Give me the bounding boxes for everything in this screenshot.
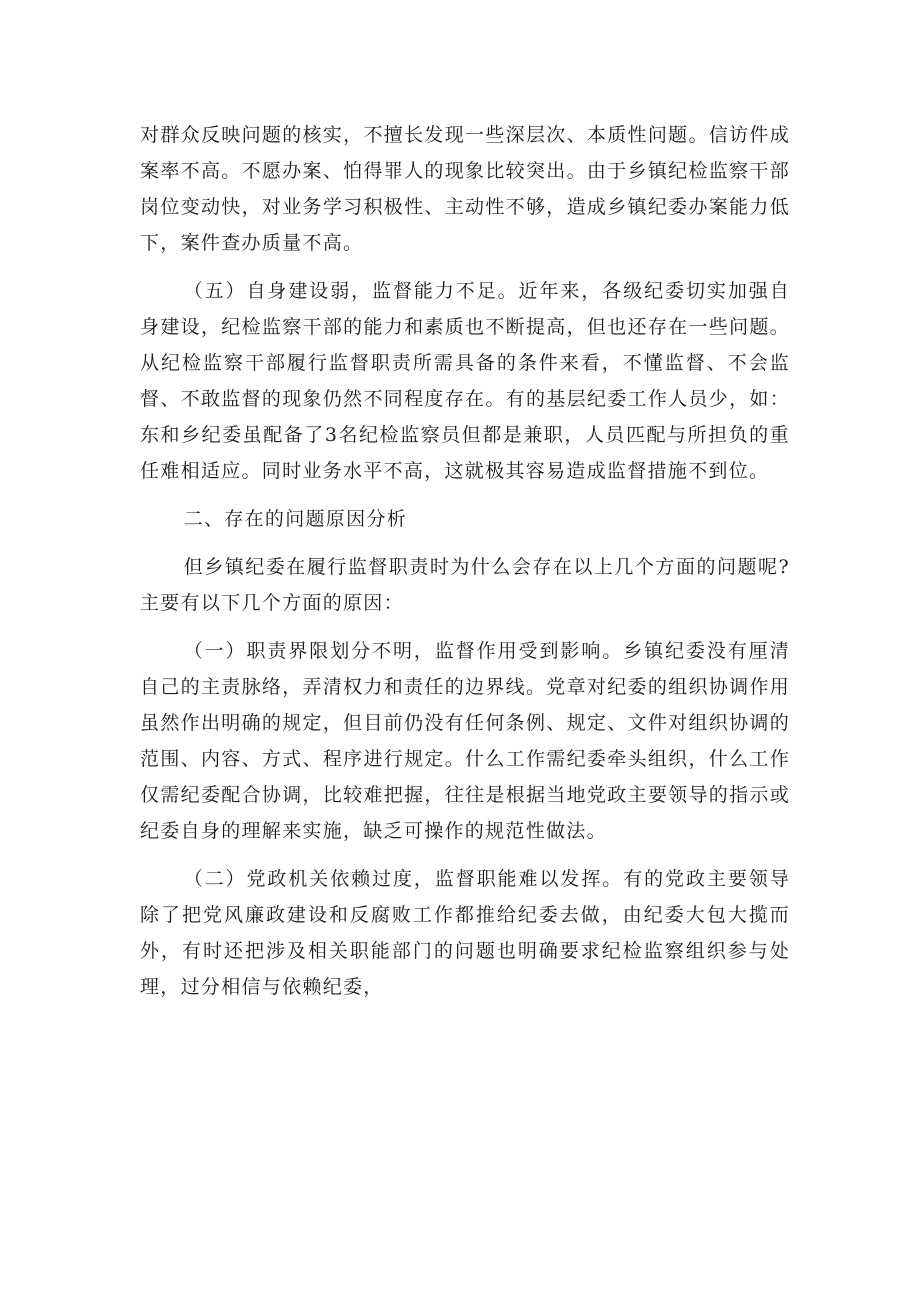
document-body [140,117,790,1017]
section-heading-cause-analysis: 二、存在的问题原因分析 [183,508,407,530]
paragraph-cause-intro: 但乡镇纪委在履行监督职责时为什么会存在以上几个方面的问题呢?主要有以下几个方面的原因： [140,556,790,614]
paragraph-continuation: 对群众反映问题的核实，不擅长发现一些深层次、本质性问题。信访件成案率不高。不愿办案、怕得罪人的现象比较突出。由于乡镇纪检监察干部岗位变动快，对业务学习积极性、主动性不够，造成乡镇纪委办案能力低下，案件查办质量不高。 [140,124,790,254]
paragraph-section-five: （五）自身建设弱，监督能力不足。近年来，各级纪委切实加强自身建设，纪检监察干部的能力和素质也不断提高，但也还存在一些问题。从纪检监察干部履行监督职责所需具备的条件来看，不懂监督、不会监督、不敢监督的现象仍然不同程度存在。有的基层纪委工作人员少，如：东和乡纪委虽配备了3名纪检监察员但都是兼职，人员匹配与所担负的重任难相适应。同时业务水平不高，这就极其容易造成监督措施不到位。 [140,280,790,482]
paragraph-cause-one: （一）职责界限划分不明，监督作用受到影响。乡镇纪委没有厘清自己的主责脉络，弄清权力和责任的边界线。党章对纪委的组织协调作用虽然作出明确的规定，但目前仍没有任何条例、规定、文件对组织协调的范围、内容、方式、程序进行规定。什么工作需纪委牵头组织，什么工作仅需纪委配合协调，比较难把握，往往是根据当地党政主要领导的指示或纪委自身的理解来实施，缺乏可操作的规范性做法。 [140,640,790,842]
paragraph-cause-two: （二）党政机关依赖过度，监督职能难以发挥。有的党政主要领导除了把党风廉政建设和反腐败工作都推给纪委去做，由纪委大包大揽而外，有时还把涉及相关职能部门的问题也明确要求纪检监察组织参与处理，过分相信与依赖纪委， [140,868,790,998]
